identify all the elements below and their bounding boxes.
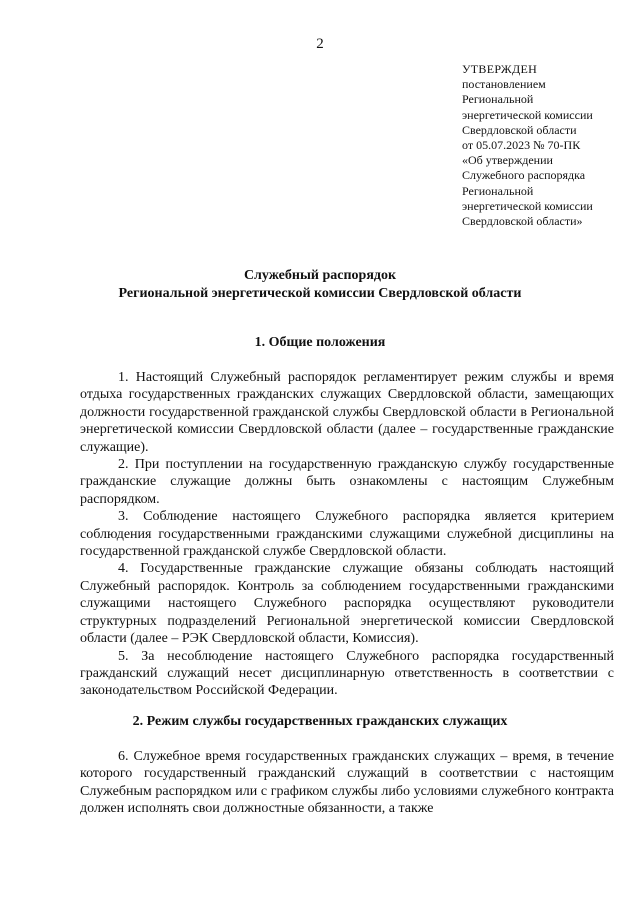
paragraph-2: 2. При поступлении на государственную гражданскую службу государственные гражданские служащие должны быть ознакомлены с настоящим Служебным распорядком. (80, 457, 614, 507)
approval-line: «Об утверждении (462, 153, 553, 168)
approval-line: от 05.07.2023 № 70-ПК (462, 138, 581, 153)
paragraph-1: 1. Настоящий Служебный распорядок регламентирует режим службы и время отдыха государственных гражданских служащих Свердловской области, замещающих должности государственной гражданской службы Свердловской области в Региональной энергетической комиссии Свердловской области (далее – государственные гражданские служащие). (80, 370, 614, 455)
paragraph-6: 6. Служебное время государственных гражданских служащих – время, в течение которого государственный гражданский служащий в соответствии с настоящим Служебным распорядком или с графиком службы либо условиями служебного контракта должен исполнять свои должностные обязанности, а также (80, 749, 614, 817)
paragraph-3: 3. Соблюдение настоящего Служебного распорядка является критерием соблюдения государственными гражданскими служащими служебной дисциплины на государственной гражданской службе Свердловской области. (80, 509, 614, 560)
approval-line: Свердловской области» (462, 214, 583, 229)
paragraph-4: 4. Государственные гражданские служащие обязаны соблюдать настоящий Служебный распорядок. Контроль за соблюдением государственными гражданскими служащими настоящего Служебного распорядка осуществляют руководители структурных подразделений Региональной энергетической комиссии Свердловской области (далее – РЭК Свердловской области, Комиссия). (80, 561, 614, 647)
section-1-heading: 1. Общие положения (254, 335, 386, 350)
approval-line: Региональной (462, 183, 534, 198)
approval-line: энергетической комиссии (462, 198, 593, 213)
document-title-line: Служебный распорядок (243, 268, 397, 283)
approval-stamp-block (462, 62, 632, 229)
page-number: 2 (316, 36, 324, 52)
document-title (0, 267, 640, 303)
approval-line: энергетической комиссии (462, 107, 593, 122)
approval-line: УТВЕРЖДЕН (462, 62, 538, 76)
section-2-heading: 2. Режим службы государственных гражданских служащих (132, 714, 508, 729)
paragraph-5: 5. За несоблюдение настоящего Служебного распорядка государственный гражданский служащий несет дисциплинарную ответственность в соответствии с законодательством Российской Федерации. (80, 648, 614, 699)
approval-line: Служебного распорядка (462, 168, 586, 183)
approval-line: Региональной (462, 92, 534, 107)
approval-line: Свердловской области (462, 122, 577, 137)
document-title-line: Региональной энергетической комиссии Свердловской области (118, 286, 522, 301)
section-1-body (80, 369, 614, 700)
section-2-body (80, 748, 614, 818)
approval-line: постановлением (462, 77, 546, 92)
